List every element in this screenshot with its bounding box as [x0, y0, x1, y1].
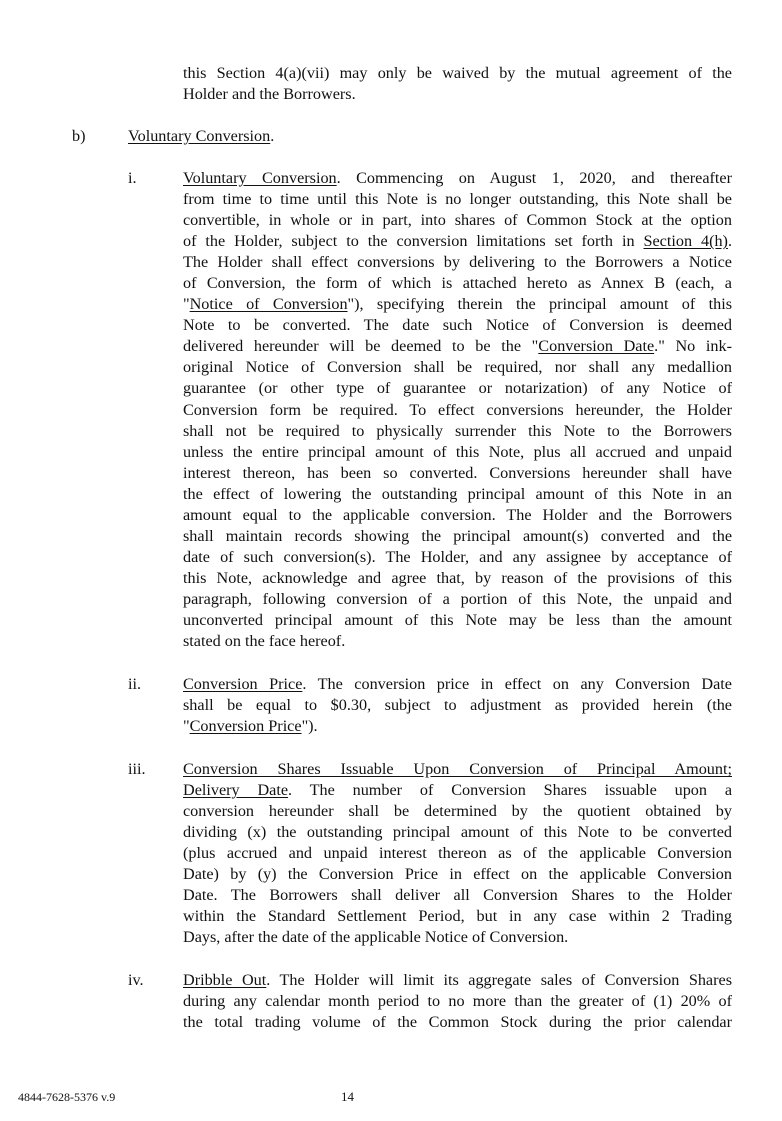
item-iii-line: Days, after the date of the applicable Notice of Conversion.	[183, 928, 569, 947]
item-iii-title-line-1: Conversion Shares Issuable Upon Conversion of Principal Amount;	[183, 760, 732, 778]
item-iv-line: Dribble Out. The Holder will limit its aggregate sales of Conversion Shares	[183, 971, 732, 989]
section-b-marker: b)	[72, 127, 86, 145]
item-i-line: stated on the face hereof.	[183, 632, 346, 651]
intro-paragraph	[183, 63, 732, 105]
item-iv-marker: iv.	[128, 971, 144, 989]
item-i-title: Voluntary Conversion	[183, 169, 337, 187]
item-i-line: "Notice of Conversion"), specifying therein the principal amount of this	[183, 295, 732, 314]
section-b-heading: Voluntary Conversion.	[128, 127, 275, 145]
intro-line-2: Holder and the Borrowers.	[183, 85, 356, 104]
footer-page-number: 14	[341, 1089, 354, 1104]
defined-term-notice-of-conversion: Notice of Conversion	[189, 295, 348, 314]
intro-line-1: this Section 4(a)(vii) may only be waived by the mutual agreement of the	[183, 64, 732, 82]
item-ii-marker: ii.	[128, 675, 142, 693]
item-i-line: unless the entire principal amount of this Note, plus all accrued and unpaid	[183, 442, 732, 461]
item-i-line: guarantee (or other type of guarantee or notarization) of any Notice of	[183, 379, 732, 398]
item-iv-paragraph	[183, 970, 732, 1033]
item-i-line: convertible, in whole or in part, into shares of Common Stock at the option	[183, 211, 732, 230]
item-iii-paragraph	[183, 759, 732, 948]
item-iii-marker: iii.	[128, 760, 146, 778]
item-iii-line: dividing (x) the outstanding principal amount of this Note to be converted	[183, 823, 732, 842]
item-i-line: The Holder shall effect conversions by delivering to the Borrowers a Notice	[183, 253, 732, 272]
item-i-line: Conversion form be required. To effect conversions hereunder, the Holder	[183, 400, 732, 419]
item-ii-title: Conversion Price	[183, 675, 303, 693]
item-i-paragraph	[183, 168, 732, 652]
item-i-line: date of such conversion(s). The Holder, and any assignee by acceptance of	[183, 547, 732, 566]
section-b-heading-text: Voluntary Conversion	[128, 127, 271, 145]
item-iii-line: (plus accrued and unpaid interest thereon as of the applicable Conversion	[183, 844, 732, 863]
item-i-line: shall not be required to physically surrender this Note to the Borrowers	[183, 421, 732, 440]
item-i-line: Note to be converted. The date such Notice of Conversion is deemed	[183, 316, 732, 335]
section-4h-reference: Section 4(h)	[643, 232, 728, 251]
item-iii-line: within the Standard Settlement Period, but in any case within 2 Trading	[183, 907, 732, 926]
item-i-line: this Note, acknowledge and agree that, by reason of the provisions of this	[183, 568, 732, 587]
item-iii-line: Date) by (y) the Conversion Price in effect on the applicable Conversion	[183, 865, 732, 884]
item-i-line: delivered hereunder will be deemed to be the "Conversion Date." No ink-	[183, 337, 732, 356]
item-ii-line: Conversion Price. The conversion price in effect on any Conversion Date	[183, 675, 732, 693]
item-i-line: paragraph, following conversion of a portion of this Note, the unpaid and	[183, 589, 732, 608]
item-iv-title: Dribble Out	[183, 971, 267, 989]
item-iv-line: during any calendar month period to no more than the greater of (1) 20% of	[183, 992, 732, 1011]
item-i-line: the effect of lowering the outstanding principal amount of this Note in an	[183, 484, 732, 503]
item-ii-line: shall be equal to $0.30, subject to adjustment as provided herein (the	[183, 696, 732, 715]
footer-doc-id: 4844-7628-5376 v.9	[18, 1090, 116, 1104]
item-i-line: shall maintain records showing the principal amount(s) converted and the	[183, 526, 732, 545]
item-i-line: from time to time until this Note is no longer outstanding, this Note shall be	[183, 190, 732, 209]
item-i-line: amount equal to the applicable conversion. The Holder and the Borrowers	[183, 505, 732, 524]
item-i-line: unconverted principal amount of this Note may be less than the amount	[183, 610, 732, 629]
item-i-line: interest thereon, has been so converted. Conversions hereunder shall have	[183, 463, 732, 482]
item-iii-line: conversion hereunder shall be determined by the quotient obtained by	[183, 802, 732, 821]
item-iii-line: Date. The Borrowers shall deliver all Conversion Shares to the Holder	[183, 886, 732, 905]
item-ii-line: "Conversion Price").	[183, 717, 318, 736]
item-i-line: of the Holder, subject to the conversion limitations set forth in Section 4(h).	[183, 232, 732, 251]
item-iii-line: Delivery Date. The number of Conversion Shares issuable upon a	[183, 781, 732, 800]
item-i-line: of Conversion, the form of which is attached hereto as Annex B (each, a	[183, 274, 732, 293]
item-ii-paragraph	[183, 674, 732, 737]
item-i-line: Voluntary Conversion. Commencing on August 1, 2020, and thereafter	[183, 169, 733, 187]
defined-term-conversion-price: Conversion Price	[189, 717, 302, 736]
item-i-marker: i.	[128, 169, 137, 187]
item-iv-line: the total trading volume of the Common Stock during the prior calendar	[183, 1013, 732, 1032]
item-iii-title-line-2: Delivery Date	[183, 781, 289, 800]
item-i-line: original Notice of Conversion shall be required, nor shall any medallion	[183, 358, 732, 377]
defined-term-conversion-date: Conversion Date	[538, 337, 655, 356]
